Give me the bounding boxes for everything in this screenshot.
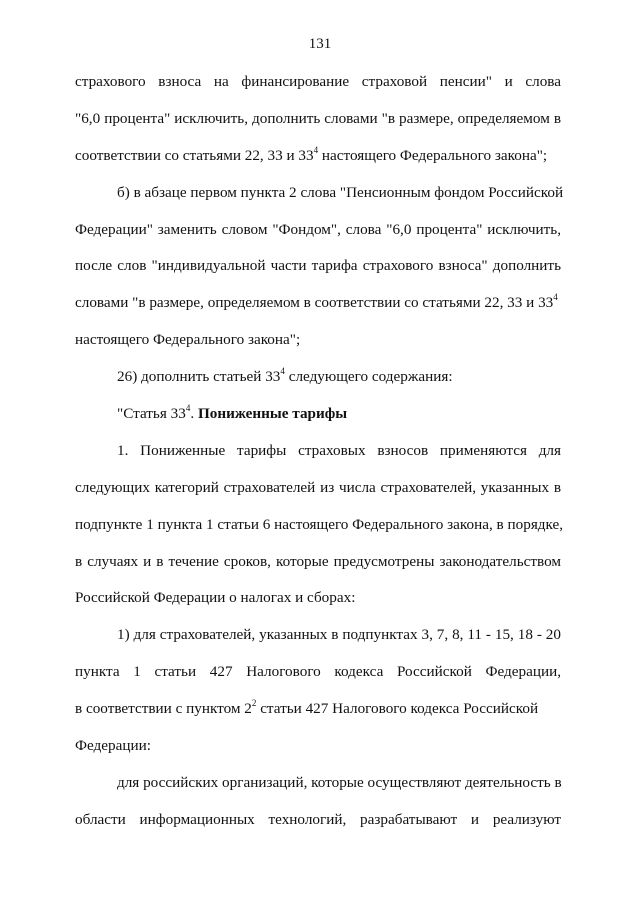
page-number: 131 [308, 36, 332, 52]
text-line: страхового взноса на финансирование страховой пенсии" и слова [75, 73, 561, 90]
document-body [75, 64, 564, 839]
text-line: 26) дополнить статьей $33^4$ следующего содержания: [117, 366, 453, 386]
text-line: соответствии со статьями 22, 33 и $33^4$ настоящего Федерального закона"; [75, 144, 548, 164]
text-line: пункта 1 статьи 427 Налогового кодекса Российской Федерации, [75, 663, 561, 681]
text-line: в случаях и в течение сроков, которые предусмотрены законодательством [75, 552, 561, 570]
article-heading: "Статья $33^4$. Пониженные тарифы [117, 403, 348, 423]
text-line: следующих категорий страхователей из числа страхователей, указанных в [75, 478, 561, 496]
text-line: подпункте 1 пункта 1 статьи 6 настоящего Федерального закона, в порядке, [75, 515, 564, 533]
text-line: настоящего Федерального закона"; [75, 331, 301, 349]
text-line: после слов "индивидуальной части тарифа страхового взноса" дополнить [75, 257, 561, 275]
text-line: Федерации: [75, 737, 151, 755]
text-line: Российской Федерации о налогах и сборах: [75, 589, 356, 607]
text-line: Федерации" заменить словом "Фондом", слова "6,0 процента" исключить, [75, 220, 561, 238]
text-line: 1. Пониженные тарифы страховых взносов применяются для [117, 441, 561, 459]
text-line: словами "в размере, определяемом в соответствии со статьями 22, 33 и $33^4$ [75, 292, 558, 312]
text-line: в соответствии с пунктом $2^2$ статьи 427 Налогового кодекса Российской [75, 698, 539, 718]
text-line: "6,0 процента" исключить, дополнить словами "в размере, определяемом в [75, 109, 561, 127]
text-line: б) в абзаце первом пункта 2 слова "Пенсионным фондом Российской [117, 183, 564, 201]
text-line: 1) для страхователей, указанных в подпунктах 3, 7, 8, 11 - 15, 18 - 20 [117, 626, 561, 644]
text-line: для российских организаций, которые осуществляют деятельность в [117, 773, 562, 791]
text-line: области информационных технологий, разрабатывают и реализуют [75, 810, 561, 828]
